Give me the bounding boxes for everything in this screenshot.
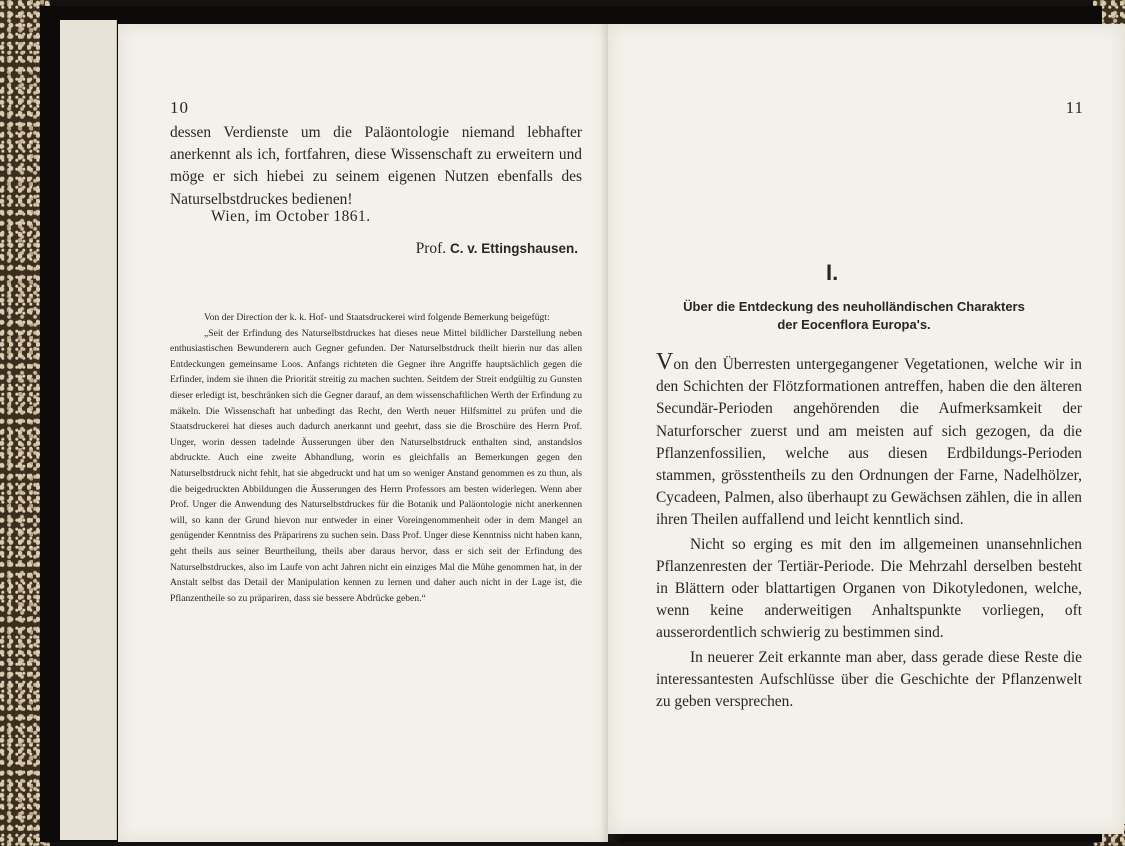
closing-paragraph <box>170 122 582 211</box>
left-page <box>118 24 608 842</box>
paragraph-1 <box>656 349 1082 532</box>
note-intro: Von der Direction der k. k. Hof- und Staatsdruckerei wird folgende Bemerkung beigefügt: <box>204 312 550 323</box>
paragraph-3: In neuerer Zeit erkannte man aber, dass gerade diese Reste die interessantesten Aufschlüsse über die Geschichte der Pflanzenwelt zu geben versprechen. <box>656 648 1082 711</box>
chapter-numeral: I. <box>826 260 839 285</box>
chapter-heading <box>644 298 1064 334</box>
right-page <box>608 24 1124 834</box>
heading-line-2: der Eocenflora Europa's. <box>777 317 931 332</box>
paragraph-2: Nicht so erging es mit den im allgemeinen unansehnlichen Pflanzenresten der Tertiär-Periode. Die Mehrzahl derselben besteht in Blättern oder blattartigen Organen von Dikotyledonen, welche, wenn keine anderweitigen Anhaltspunkte vorliegen, oft ausserordentlich schwierig zu bestimmen sind. <box>656 535 1082 642</box>
note-quote: „Seit der Erfindung des Naturselbstdruckes hat dieses neue Mittel bildlicher Darstellung neben enthusiastischen Bewunderern auch Gegner gefunden. Der Naturselbstdruck theilt hierin nur das allen Entdeckungen gemeinsame Loos. Anfangs richteten die Gegner ihre Angriffe hauptsächlich gegen die Erfinder, indem sie ihnen die Priorität streitig zu machen suchten. Seitdem der Streit endgültig zu Gunsten dieser erledigt ist, beschränken sich die Gegner darauf, an dem wissenschaftlichen Werth der Erfindung zu mäkeln. Die Wissenschaft hat unbedingt das Recht, den Werth neuer Hilfsmittel zu prüfen und die Staatsdruckerei hat dieses auch dadurch anerkannt und geehrt, dass sie die Broschüre des Herrn Prof. Unger, worin dessen tadelnde Äusserungen über den Naturselbstdruck enthalten sind, anstandslos abdruckte. Auch eine zweite Abhandlung, worin es gleichfalls an Bemerkungen gegen den Naturselbstdruck nicht fehlt, hat sie abgedruckt und hat um so weniger Anstand genommen es zu thun, als die beigedruckten Abbildungen die Äusserungen des Herrn Professors am besten widerlegen. Wenn aber Prof. Unger die Anwendung des Naturselbstdruckes für die Botanik und Paläontologie nicht anerkennen will, so kann der Grund hievon nur entweder in einer Voreingenommenheit oder in dem Mangel an genügender Kenntniss des Präparirens zu suchen sein. Dass Prof. Unger diese Kenntniss nicht haben kann, geht theils aus seiner Beurtheilung, theils aber daraus hervor, dass er sich seit der Erfindung des Naturselbstdruckes, also im Laufe von acht Jahren nicht ein einziges Mal die Mühe genommen hat, in der Anstalt selbst das Detail der Manipulation kennen zu lernen und daher auch nicht in der Lage ist, die Pflanzentheile so zu präpariren, dass sie bessere Abdrücke geben.“ <box>170 327 582 604</box>
paragraph-text: dessen Verdienste um die Paläontologie niemand lebhafter anerkennt als ich, fortfahren, diese Wissenschaft zu erweitern und möge er sich hiebei zu seinem eigenen Nutzen ebenfalls des Naturselbstdruckes bedienen! <box>170 124 582 208</box>
place-date: Wien, im October 1861. <box>211 208 371 225</box>
page-number: 10 <box>170 98 189 117</box>
open-book <box>40 6 1102 842</box>
author-signature <box>416 240 578 258</box>
chapter-body <box>656 349 1082 713</box>
page-edges-left <box>60 20 117 840</box>
page-number: 11 <box>1065 98 1084 117</box>
heading-line-1: Über die Entdeckung des neuholländischen Charakters <box>683 299 1025 314</box>
drop-cap: V <box>656 349 674 375</box>
signature-prefix: Prof. <box>415 240 447 257</box>
signature-name: C. v. Ettingshausen. <box>449 241 578 256</box>
publisher-note <box>170 310 582 606</box>
paragraph-1-text: on den Überresten untergegangener Vegetationen, welche wir in den Schichten der Flötzformationen antreffen, haben die den älteren Secundär-Perioden angehörenden die Aufmerksamkeit der Naturforscher zuerst und am meisten auf sich gezogen, da die Pflanzenfossilien, welche aus diesen Erdbildungs-Perioden stammen, grösstentheils zu den Ordnungen der Farne, Nadelhölzer, Cycadeen, Palmen, also überhaupt zu Gewächsen zählen, die in allen ihren Theilen auffallend und leicht kenntlich sind. <box>656 356 1082 529</box>
